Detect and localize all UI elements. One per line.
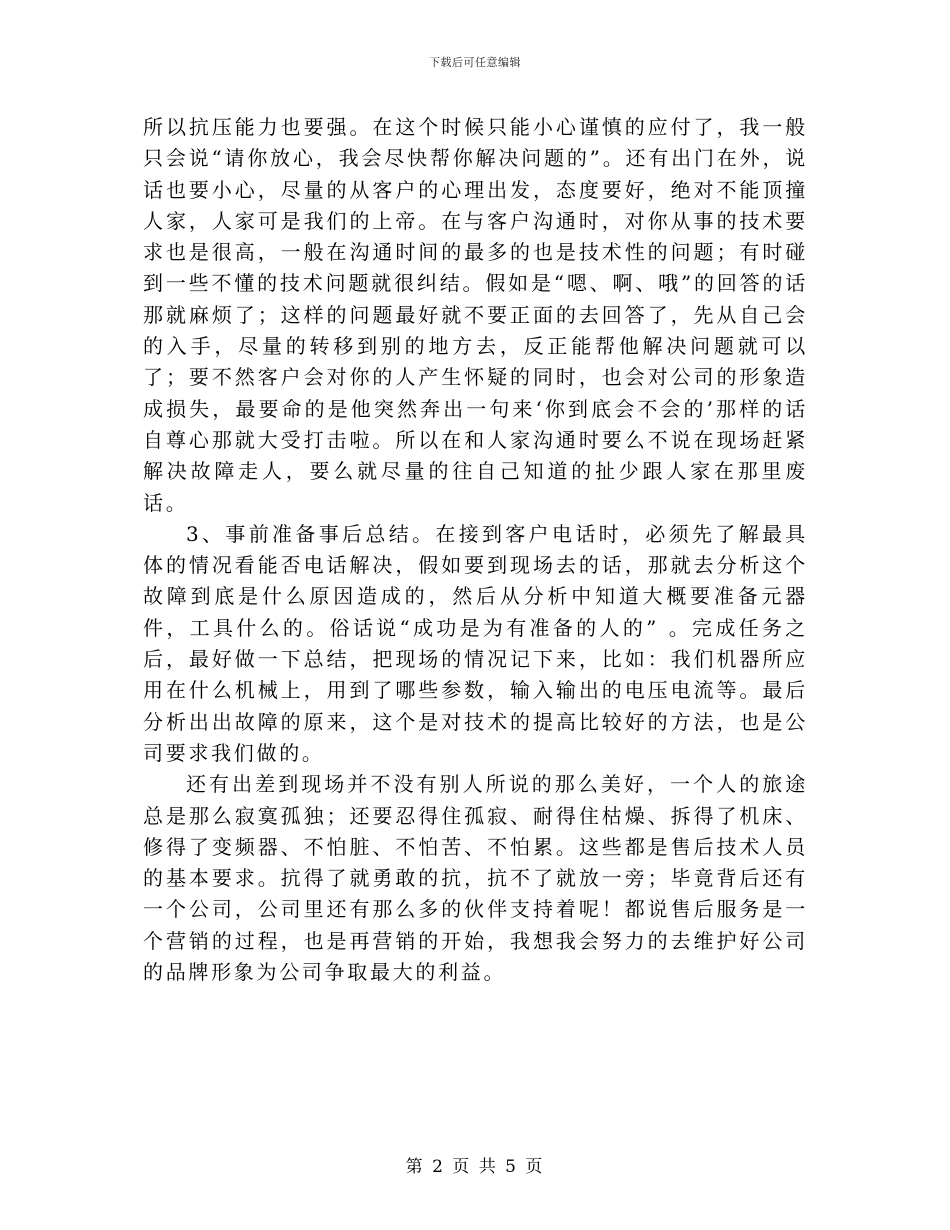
- paragraph-3: 还有出差到现场并不没有别人所说的那么美好，一个人的旅途总是那么寂寞孤独；还要忍得住孤寂、耐得住枯燥、拆得了机床、修得了变频器、不怕脏、不怕苦、不怕累。这些都是售后技术人员的基本要求。抗得了就勇敢的抗，抗不了就放一旁；毕竟背后还有一个公司，公司里还有那么多的伙伴支持着呢！都说售后服务是一个营销的过程，也是再营销的开始，我想我会努力的去维护好公司的品牌形象为公司争取最大的利益。: [143, 772, 808, 985]
- paragraph-2: 3、事前准备事后总结。在接到客户电话时，必须先了解最具体的情况看能否电话解决，假如要到现场去的话，那就去分析这个故障到底是什么原因造成的，然后从分析中知道大概要准备元器件，工具什么的。俗话说“成功是为有准备的人的” 。完成任务之后，最好做一下总结，把现场的情况记下来，比如：我们机器所应用在什么机械上，用到了哪些参数，输入输出的电压电流等。最后分析出出故障的原来，这个是对技术的提高比较好的方法，也是公司要求我们做的。: [143, 521, 808, 765]
- page-number-footer: 第 2 页 共 5 页: [405, 1157, 545, 1177]
- document-body: [143, 112, 808, 988]
- paragraph-1: 所以抗压能力也要强。在这个时候只能小心谨慎的应付了，我一般只会说“请你放心，我会尽快帮你解决问题的”。还有出门在外，说话也要小心，尽量的从客户的心理出发，态度要好，绝对不能顶撞人家，人家可是我们的上帝。在与客户沟通时，对你从事的技术要求也是很高，一般在沟通时间的最多的也是技术性的问题；有时碰到一些不懂的技术问题就很纠结。假如是“嗯、啊、哦”的回答的话那就麻烦了；这样的问题最好就不要正面的去回答了，先从自己会的入手，尽量的转移到别的地方去，反正能帮他解决问题就可以了；要不然客户会对你的人产生怀疑的同时，也会对公司的形象造成损失，最要命的是他突然奔出一句来‘你到底会不会的’那样的话自尊心那就大受打击啦。所以在和人家沟通时要么不说在现场赶紧解决故障走人，要么就尽量的往自己知道的扯少跟人家在那里废话。: [143, 115, 808, 515]
- page-header: 下载后可任意编辑: [429, 56, 521, 69]
